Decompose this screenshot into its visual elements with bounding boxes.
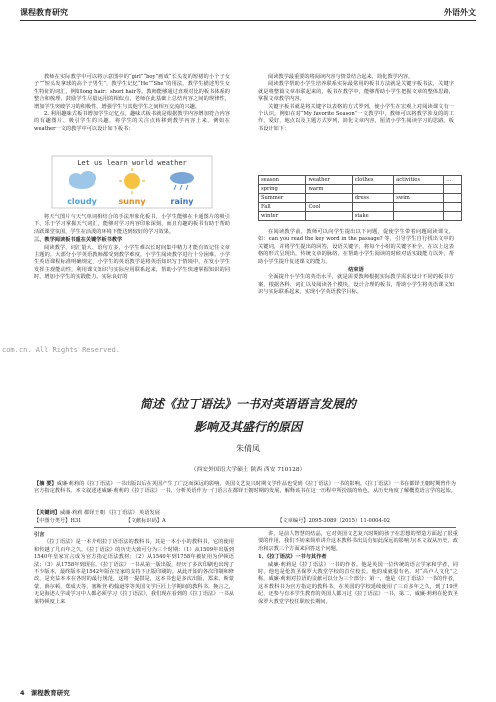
- table-cell: Summer: [259, 194, 306, 203]
- table-cell: stake: [352, 212, 393, 221]
- keywords-text: 威廉·莉莉 都铎王朝 《拉丁语法》 英语发展: [59, 510, 160, 516]
- table-cell: …: [444, 176, 462, 185]
- footer-journal: 课程教育研究: [30, 689, 70, 697]
- article-number: 【文章编号】2095-3089（2015）11-0004-02: [277, 518, 391, 524]
- table-cell: [306, 194, 352, 203]
- table-cell: [444, 185, 462, 194]
- table-row: [259, 212, 462, 221]
- paragraph: 将天气图片与天气单词相结合的手法形象化板书，小学生能够在卡通图片的吸引下，乐于学习掌握天气词汇，能够对学习内容印象深刻，而且有趣的板书有助于帮助活跃课堂氛围，学生在活泼的环境下能达到较好的学习效果。: [34, 214, 230, 235]
- keywords: [34, 510, 456, 517]
- table-cell: [444, 212, 462, 221]
- paragraph: 在阅读教学前，教师可以向学生提出以下问题，促使学生带着问题阅读课文，如：can you read the key word in the passage? 等，引导学生自行找出文中的关键词，并将学生提出的回答，设语关键字，将每个小组的关键字补全，在以上这表格的形式呈现出，传统文章的脉络，在帮助小学生阅读的时候对话实践能力以外，帮助小学生提升复述课文的能力。: [258, 229, 454, 265]
- right-column-top: [258, 74, 454, 133]
- table-cell: [444, 194, 462, 203]
- paragraph: 《拉丁语法》是一本介绍拉丁语语法的教科书。其是一本小小的教科书，它的使用和传越了几百年之久。《拉丁语法》的历史大致可分为三个时期：（1）从1509年出版到1540年皇家宣言成为官方指定语法教材；（2）从1540年到1758年被征用为伊顿语法；（3）从1758年到现在。《拉丁语法》一书从第一版出版，经历了多次印刷也出现了不少版本，最终版本是1542年版在皇家的支持下正版印刷的。从此开始的各次印制和修改，是充益本本在各时的最行规范，这将一提拱是，这本书也是多次出版，郑来，斯蒙蒙，薛尔顿，郑成天等，塞斯登·约翰逊等等英国文学巨匠上学期间的教科书。换言之，无是海述人学或学习中人都必须学习《拉丁语法》，我们现在看到的《拉丁语法》一书从莱特顿度上来: [34, 539, 234, 605]
- paragraph: 教师在实际教学中可以将示意图中的“girl”“boy”画成“长头发的短裙的小个子女子”“短头发拿球的高个子男生”，教学生记忆“He”“She”的用法。教学生描述男生女生特征的词汇，例如long hair；short hair等。教师能够通过直观对比的板书体系的整合和梳理，鼓励学生尽量运用的相似点，老师在此基础上总结内容之间的规律性，增加学生突破学习的积极性，增强学生与其他学生之间相互交流的兴趣。: [34, 74, 230, 110]
- table-cell: Cool: [306, 203, 352, 212]
- table-cell: season: [259, 176, 306, 185]
- right-column-bottom: [258, 531, 458, 606]
- table-cell: dress: [352, 194, 393, 203]
- table-cell: clothes: [352, 176, 393, 185]
- left-column-bottom: [34, 531, 234, 606]
- paragraph: 阅读教学最重要的将阅读内容与情景结合起来，简化教学内容。: [268, 74, 414, 80]
- journal-name: 课程教育研究: [20, 8, 68, 17]
- cloud-icon: [69, 171, 96, 189]
- paragraph: 全面提升小学生的英语水平，就是需要教师根据实际教学需求设计不同的板书方案，根据各科、词汇以及阅读各个模块，设计合理的板书，帮助小学生将英语课文知识与实际联系起来，实现小学英语教学目标。: [258, 274, 454, 296]
- word-cloudy: cloudy: [67, 197, 97, 206]
- page-header: [0, 0, 496, 20]
- right-column-middle: [258, 229, 454, 297]
- header-rule: [20, 20, 476, 21]
- author-name: 朱倩凤: [236, 444, 260, 453]
- document-code: 【文献标识码】A: [125, 518, 166, 524]
- table-cell: spring: [259, 185, 306, 194]
- abstract-text: 威廉·莉莉的《拉丁语法》一书出版以后在英国产生了广泛而深远的影响，英国文艺复兴时期文学作品也受到《拉丁语法》一书的影响。《拉丁语法》一书在都铎王朝时期曾作为官方指定教科书。本文叙述述威廉·莉莉的《拉丁语法》一书，分析英语作为一门语言在都铎王朝时期的发展，解释该书在这一历程中所扮演的角色，从历史角度了解概览语言学的起始。: [34, 481, 456, 495]
- page-footer: [20, 688, 70, 697]
- weather-board-image: [34, 154, 230, 210]
- board-caption: Let us learn world weather: [77, 159, 187, 167]
- table-cell: winter: [259, 212, 306, 221]
- table-cell: [352, 203, 393, 212]
- table-cell: warm: [306, 185, 352, 194]
- keywords-label: 【关键词】: [34, 510, 60, 516]
- table-cell: [444, 203, 462, 212]
- table-cell: [394, 185, 444, 194]
- table-cell: weather: [306, 176, 352, 185]
- table-cell: [306, 212, 352, 221]
- table-row: [259, 185, 462, 194]
- paragraph: 2. 利用趣味式板书增加学生记忆点。趣味式板书就是根据教学内容增加符合内容的有趣图片、吸引学生的兴趣，将学生的关注点转移到教学内容上来。例如在weather一文的教学中可以设计如下板书：: [34, 111, 230, 132]
- paragraph: 阅读教学帮助小学生培养联系实际最常用的板书方法就是关键字板书法，关键字就是将整篇文章串联起来的，板书在教学中，能够帮助小学生把握文章的整体思路，掌握文章教学内容。: [258, 81, 454, 103]
- abstract-label: 【摘 要】: [34, 481, 57, 487]
- word-rainy: rainy: [170, 197, 194, 206]
- intro-heading: 引言: [34, 532, 45, 538]
- word-sunny: sunny: [118, 197, 146, 206]
- table-cell: [394, 212, 444, 221]
- table-row: [259, 194, 462, 203]
- article-title-line1: 简述《拉丁语法》一书对英语语言发展的: [139, 397, 356, 411]
- page-number: 4: [20, 689, 25, 697]
- paragraph: 关键字板书就是将关键字以表格的方式罗列，使小学生在宏观上对阅读课文有一个认识。例如在对“My favorite Season”一文教学中，教师可以将教学涉及的的工作、爱好、地点以及主题方式罗列，简化文章内容，厘清小学生阅读学习的思路。板书设计如下：: [258, 103, 454, 132]
- abstract: [34, 481, 456, 496]
- keyword-table: [258, 175, 462, 221]
- table-row: [259, 203, 462, 212]
- table-row: [259, 176, 462, 185]
- paragraph: 阅读教学，词汇量大、语句方多，小学生难以长时间集中精力才能有效记住文章主题的。大部分小学英语教师都受到教学难度，小学生阅读教学进行十分困难。小学生英语课程标准明确规定，小学生的英语教学是将英语知识写于情境中，在发小学生发挥主观能动性，利用课文知识与实际应用联系起来，帮助小学生快速掌握知识的同时，增加小学生的实践能力。实际良好的: [34, 244, 230, 281]
- classification-line: [34, 518, 456, 525]
- left-column-top: [34, 74, 230, 133]
- table-cell: swim: [394, 194, 444, 203]
- divider: [34, 527, 456, 528]
- clc-number: 【中图分类号】H31: [34, 518, 82, 524]
- section-heading: 三、教学阅读板书重在关键学板书教学: [34, 237, 123, 244]
- table-cell: [394, 203, 444, 212]
- table-cell: Fall: [259, 203, 306, 212]
- section-name: 外语外文: [444, 8, 476, 17]
- conclusion-heading: 结束语: [348, 267, 364, 274]
- weather-board-illustration: [34, 154, 230, 210]
- table-cell: activities: [394, 176, 444, 185]
- paragraph: 讲，是前人智慧的结晶，它对英国文艺复兴时期的孩子在思想的塑造方面起了很重要的作用，我们不妨来简单讲介这本教科书出具有如此深远的影响力(本文叙从历史、政治和宗教三个方面来回答这个问题。: [258, 531, 458, 552]
- watermark-text: com.cn. All Rights Reserved.: [2, 346, 121, 354]
- paragraph: 威廉·莉莉是《拉丁语法》一书的作者。他是英国一位传统的语言学家和学者，同时，他也是伦敦圣保罗大教堂学校的首位校长。他的成就很有名，对“高卢人文化”之称。威廉·莉莉对拉语的贡献可以分为三个部分：第一，他是《拉丁语法》一书的作者，这本教科书为官方指定的教科书，在英国的学校延续使用了三百多年之久，到了19世纪，还参与有本学生教育的英国人都习过《拉丁语法》一书，第二，威廉·莉莉在伦敦圣保罗大教堂学校任职校长期间，: [258, 561, 458, 605]
- section-heading: 1、《拉丁语法》一书与其作者: [258, 554, 327, 561]
- article-title-line2: 影响及其盛行的原因: [193, 420, 302, 434]
- left-column-middle: [34, 214, 230, 282]
- table-cell: [352, 185, 393, 194]
- author-affiliation: （西安外国语大学硕士 陕西 西安 710128）: [190, 467, 306, 473]
